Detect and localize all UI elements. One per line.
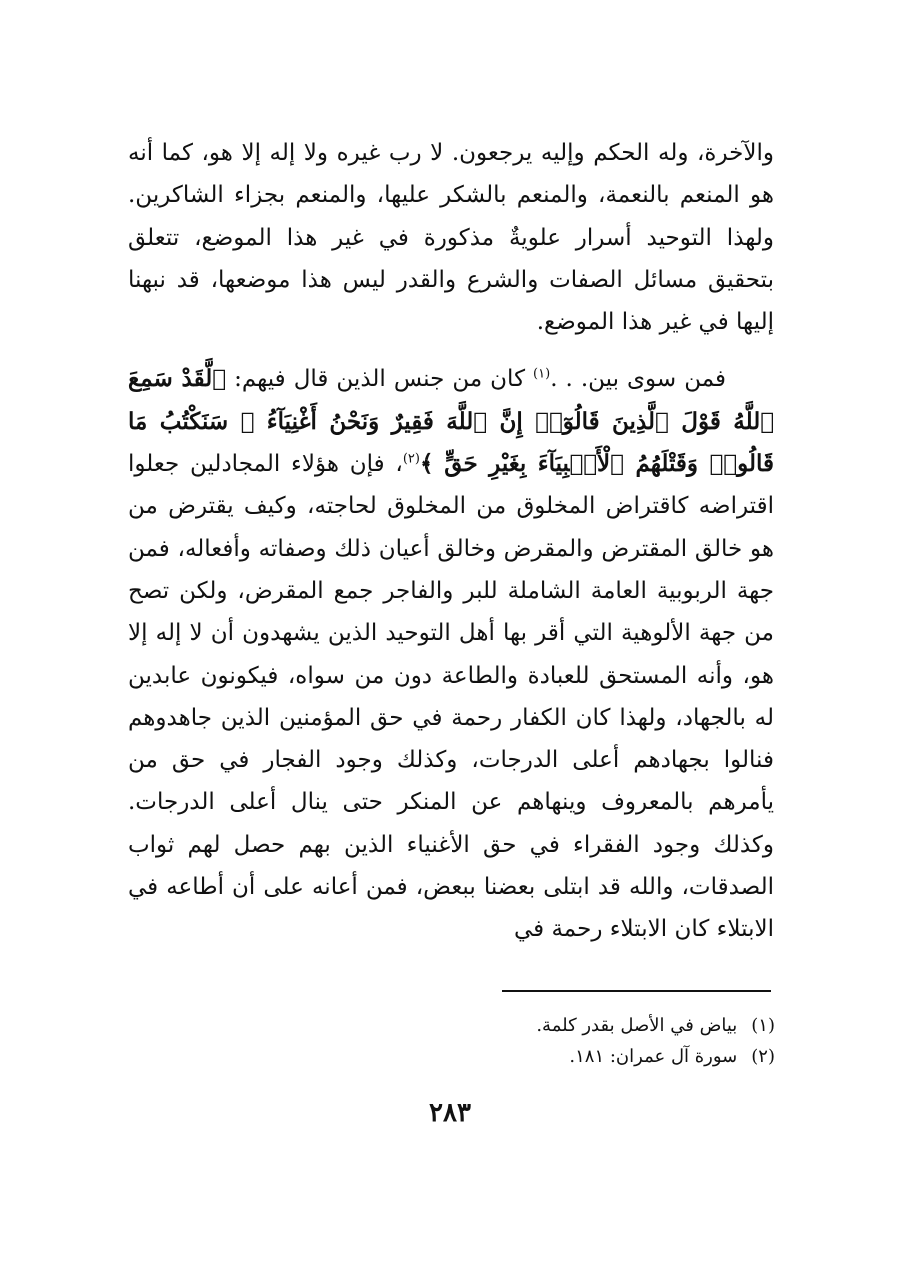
footnote-ref-2: (٢)	[402, 451, 420, 467]
footnote-1	[300, 1010, 775, 1041]
paragraph-1-text: والآخرة، وله الحكم وإليه يرجعون. لا رب غيره ولا إله إلا هو، كما أنه هو المنعم بالنعمة، والمنعم بالشكر عليها، والمنعم بجزاء الشاكرين. ولهذا التوحيد أسرار علويةٌ مذكورة في غير هذا الموضع، تتعلق بتحقيق مسائل الصفات والشرع والقدر ليس هذا موضعها، قد نبهنا إليها في غير هذا الموضع.	[128, 140, 774, 336]
paragraph-2-lead: فمن سوى بين. . .	[550, 366, 726, 393]
paragraph-2	[128, 358, 774, 950]
footnotes	[300, 1010, 775, 1072]
paragraph-2-after-quote: ، فإن هؤلاء المجادلين جعلوا اقتراضه كاقتراض المخلوق من المخلوق لحاجته، وكيف يقترض من هو خالق المقترض والمقرض وخالق أعيان ذلك وصفاته وأفعاله، فمن جهة الربوبية العامة الشاملة للبر والفاجر جمع المقرض، ولكن تصح من جهة الألوهية التي أقر بها أهل التوحيد الذين يشهدون أن لا إله إلا هو، وأنه المستحق للعبادة والطاعة دون من سواه، فيكونون عابدين له بالجهاد، ولهذا كان الكفار رحمة في حق المؤمنين الذين جاهدوهم فنالوا بجهادهم أعلى الدرجات، وكذلك وجود الفجار في حق من يأمرهم بالمعروف وينهاهم عن المنكر حتى ينال أعلى الدرجات. وكذلك وجود الفقراء في حق الأغنياء الذين بهم حصل لهم ثواب الصدقات، والله قد ابتلى بعضنا ببعض، فمن أعانه على أن أطاعه في الابتلاء كان الابتلاء رحمة في	[128, 451, 774, 943]
footnote-separator	[502, 990, 771, 992]
body-text	[128, 132, 774, 951]
footnote-1-text: بياض في الأصل بقدر كلمة.	[536, 1015, 738, 1036]
quran-verse: لَّقَدْ سَمِعَ ٱللَّهُ قَوْلَ ٱلَّذِينَ قَالُوٓا۟ إِنَّ ٱللَّهَ فَقِيرٌ وَنَحْنُ أَغْنِيَآءُ ۘ سَنَكْتُبُ مَا قَالُوا۟ وَقَتْلَهُمُ ٱلْأَنۢبِيَآءَ بِغَيْرِ حَقٍّ	[128, 365, 775, 478]
page-number: ٢٨٣	[429, 1098, 471, 1128]
footnote-ref-1: (١)	[533, 366, 551, 382]
paragraph-1	[128, 132, 774, 343]
footnote-1-number: (١)	[751, 1015, 775, 1036]
footnote-2-number: (٢)	[751, 1046, 775, 1067]
footnote-2	[300, 1041, 775, 1072]
quran-bracket-open: ﴿	[212, 365, 227, 393]
paragraph-2-before-quote: كان من جنس الذين قال فيهم:	[226, 366, 534, 393]
quran-bracket-close: ﴾	[419, 450, 434, 478]
footnote-2-text: سورة آل عمران: ١٨١.	[569, 1046, 738, 1067]
